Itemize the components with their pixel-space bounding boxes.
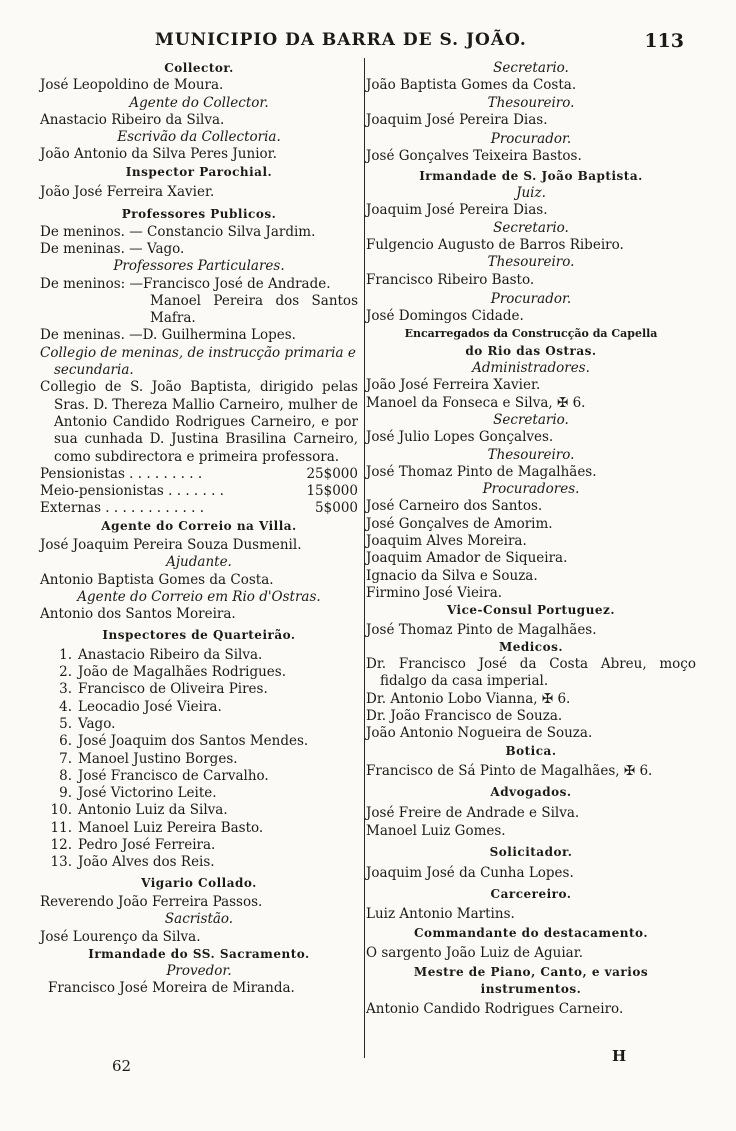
advogado-1: José Freire de Andrade e Silva. [366, 805, 580, 822]
list-item: 9. José Victorino Leite. [59, 785, 217, 802]
thesoureiro3-name: José Thomaz Pinto de Magalhães. [366, 463, 597, 480]
medico-4: João Antonio Nogueira de Souza. [366, 725, 593, 742]
list-item: 2. João de Magalhães Rodrigues. [59, 664, 287, 681]
commandante-name: O sargento João Luiz de Aguiar. [366, 944, 583, 961]
list-item: Firmino José Vieira. [366, 584, 503, 601]
correio-rio-name: Antonio dos Santos Moreira. [40, 606, 236, 623]
provedor-name: Francisco José Moreira de Miranda. [48, 980, 295, 997]
carcereiro-heading: Carcereiro. [490, 886, 572, 901]
fee-label: Pensionistas . . . . . . . . . [40, 465, 203, 482]
prof-part-meninas: De meninas. —D. Guilhermina Lopes. [40, 327, 296, 344]
provedor-heading: Provedor. [166, 963, 232, 980]
medico-3: Dr. João Francisco de Souza. [366, 707, 563, 724]
agente-heading: Agente do Collector. [129, 94, 269, 111]
list-item: José Gonçalves de Amorim. [366, 515, 553, 532]
page-header [40, 30, 690, 56]
irm-sj-heading: Irmandade de S. João Baptista. [419, 168, 643, 183]
list-item: Ignacio da Silva e Souza. [366, 567, 538, 584]
fee-row [40, 500, 358, 517]
fee-value: 5$000 [315, 500, 358, 517]
capella-heading-2: do Rio das Ostras. [465, 343, 597, 358]
admin-heading: Administradores. [472, 360, 590, 377]
right-column [366, 60, 696, 1019]
list-item: 10. Antonio Luiz da Silva. [50, 802, 228, 819]
prof-part-meninos-2: Manoel Pereira dos Santos Mafra. [150, 292, 358, 327]
collector-heading: Collector. [164, 61, 234, 75]
mestre-name: Antonio Candido Rodrigues Carneiro. [366, 1001, 624, 1018]
prof-part-heading: Professores Particulares. [113, 258, 285, 275]
medicos-heading: Medicos. [498, 639, 564, 654]
botica-name: Francisco de Sá Pinto de Magalhães, ✠ 6. [366, 762, 653, 779]
page-title: MUNICIPIO DA BARRA DE S. JOÃO. [155, 30, 527, 50]
advogados-heading: Advogados. [490, 785, 572, 800]
secretario2-name: Fulgencio Augusto de Barros Ribeiro. [366, 236, 624, 253]
correio-rio-heading: Agente do Correio em Rio d'Ostras. [77, 588, 321, 605]
ajudante-heading: Ajudante. [166, 554, 232, 571]
collegio-sj: Collegio de S. João Baptista, dirigido pelas Sras. D. Thereza Mallio Carneiro, mulher de Antonio Candido Rodrigues Carneiro, e por sua cunhada D. Justina Brasilina Carneiro, como subdirectora e primeira professora. [40, 379, 358, 465]
juiz-name: Joaquim José Pereira Dias. [366, 202, 548, 219]
left-column [40, 60, 358, 998]
mestre-heading-1: Mestre de Piano, Canto, e varios [413, 964, 649, 979]
vigario-name: Reverendo João Ferreira Passos. [40, 893, 263, 910]
secretario-name: João Baptista Gomes da Costa. [366, 77, 577, 94]
signature-mark: H [612, 1047, 627, 1065]
list-item: 13. João Alves dos Reis. [50, 854, 215, 871]
thesoureiro2-heading: Thesoureiro. [487, 254, 575, 271]
page-number: 113 [644, 30, 684, 52]
list-item: 6. José Joaquim dos Santos Mendes. [59, 733, 309, 750]
list-item: 5. Vago. [59, 715, 116, 732]
list-item: José Carneiro dos Santos. [366, 498, 543, 515]
thesoureiro3-heading: Thesoureiro. [487, 446, 575, 463]
folio-number: 62 [112, 1057, 132, 1075]
solicitador-heading: Solicitador. [489, 845, 573, 860]
agente-name: Anastacio Ribeiro da Silva. [40, 111, 225, 128]
vice-consul-heading: Vice-Consul Portuguez. [446, 603, 616, 618]
correio-name: José Joaquim Pereira Souza Dusmenil. [40, 537, 302, 554]
fee-label: Externas . . . . . . . . . . . . [40, 500, 204, 517]
list-item: Joaquim Alves Moreira. [366, 533, 527, 550]
inspector-heading: Inspector Parochial. [125, 164, 273, 179]
procurador-name: José Gonçalves Teixeira Bastos. [366, 148, 582, 165]
secretario3-heading: Secretario. [493, 411, 569, 428]
advogado-2: Manoel Luiz Gomes. [366, 822, 506, 839]
prof-pub-meninas: De meninas. — Vago. [40, 240, 185, 257]
commandante-heading: Commandante do destacamento. [413, 926, 649, 941]
list-item: 3. Francisco de Oliveira Pires. [59, 681, 268, 698]
list-item: 11. Manoel Luiz Pereira Basto. [50, 819, 264, 836]
vigario-heading: Vigario Collado. [141, 875, 257, 890]
admin-1: João José Ferreira Xavier. [366, 377, 541, 394]
escrivao-heading: Escrivão da Collectoria. [117, 129, 281, 146]
ajudante-name: Antonio Baptista Gomes da Costa. [40, 571, 274, 588]
column-divider [364, 58, 365, 1058]
vice-consul-name: José Thomaz Pinto de Magalhães. [366, 621, 597, 638]
collegio-meninas: Collegio de meninas, de instrucção primaria e secundaria. [40, 344, 356, 379]
thesoureiro2-name: Francisco Ribeiro Basto. [366, 271, 535, 288]
quarteirao-heading: Inspectores de Quarteirão. [102, 627, 296, 642]
sacristao-heading: Sacristão. [164, 911, 234, 928]
carcereiro-name: Luiz Antonio Martins. [366, 905, 515, 922]
list-item: 12. Pedro José Ferreira. [50, 837, 216, 854]
procurador-heading: Procurador. [490, 131, 572, 148]
sacristao-name: José Lourenço da Silva. [40, 928, 201, 945]
irmandade-heading: Irmandade do SS. Sacramento. [88, 946, 310, 961]
thesoureiro-heading: Thesoureiro. [487, 94, 575, 111]
list-item: 7. Manoel Justino Borges. [59, 750, 238, 767]
procuradores-heading: Procuradores. [482, 481, 580, 498]
thesoureiro-name: Joaquim José Pereira Dias. [366, 111, 548, 128]
botica-heading: Botica. [505, 743, 557, 758]
escrivao-name: João Antonio da Silva Peres Junior. [40, 146, 277, 163]
fee-value: 15$000 [306, 483, 358, 500]
secretario-heading: Secretario. [493, 60, 569, 76]
capella-heading-1: Encarregados da Construcção da Capella [404, 327, 658, 341]
solicitador-name: Joaquim José da Cunha Lopes. [366, 865, 574, 882]
prof-pub-heading: Professores Publicos. [121, 207, 277, 222]
mestre-heading-2: instrumentos. [480, 982, 582, 997]
prof-pub-meninos: De meninos. — Constancio Silva Jardim. [40, 223, 316, 240]
fee-value: 25$000 [306, 465, 358, 482]
correio-heading: Agente do Correio na Villa. [101, 518, 297, 533]
secretario2-heading: Secretario. [493, 219, 569, 236]
prof-part-meninos-1: De meninos: —Francisco José de Andrade. [40, 275, 331, 292]
list-item: 1. Anastacio Ribeiro da Silva. [59, 646, 263, 663]
list-item: 4. Leocadio José Vieira. [59, 698, 222, 715]
medico-1: Dr. Francisco José da Costa Abreu, moço fidalgo da casa imperial. [366, 656, 696, 690]
medico-2: Dr. Antonio Lobo Vianna, ✠ 6. [366, 690, 571, 707]
list-item: 8. José Francisco de Carvalho. [59, 767, 269, 784]
inspector-name: João José Ferreira Xavier. [40, 184, 215, 201]
fee-row [40, 466, 358, 483]
list-item: Joaquim Amador de Siqueira. [366, 550, 568, 567]
collector-name: José Leopoldino de Moura. [40, 77, 224, 94]
secretario3-name: José Julio Lopes Gonçalves. [366, 429, 554, 446]
fee-label: Meio-pensionistas . . . . . . . [40, 483, 224, 500]
procurador2-heading: Procurador. [490, 290, 572, 307]
juiz-heading: Juiz. [516, 185, 546, 202]
admin-2: Manoel da Fonseca e Silva, ✠ 6. [366, 394, 586, 411]
fee-row [40, 483, 358, 500]
procurador2-name: José Domingos Cidade. [366, 308, 524, 325]
